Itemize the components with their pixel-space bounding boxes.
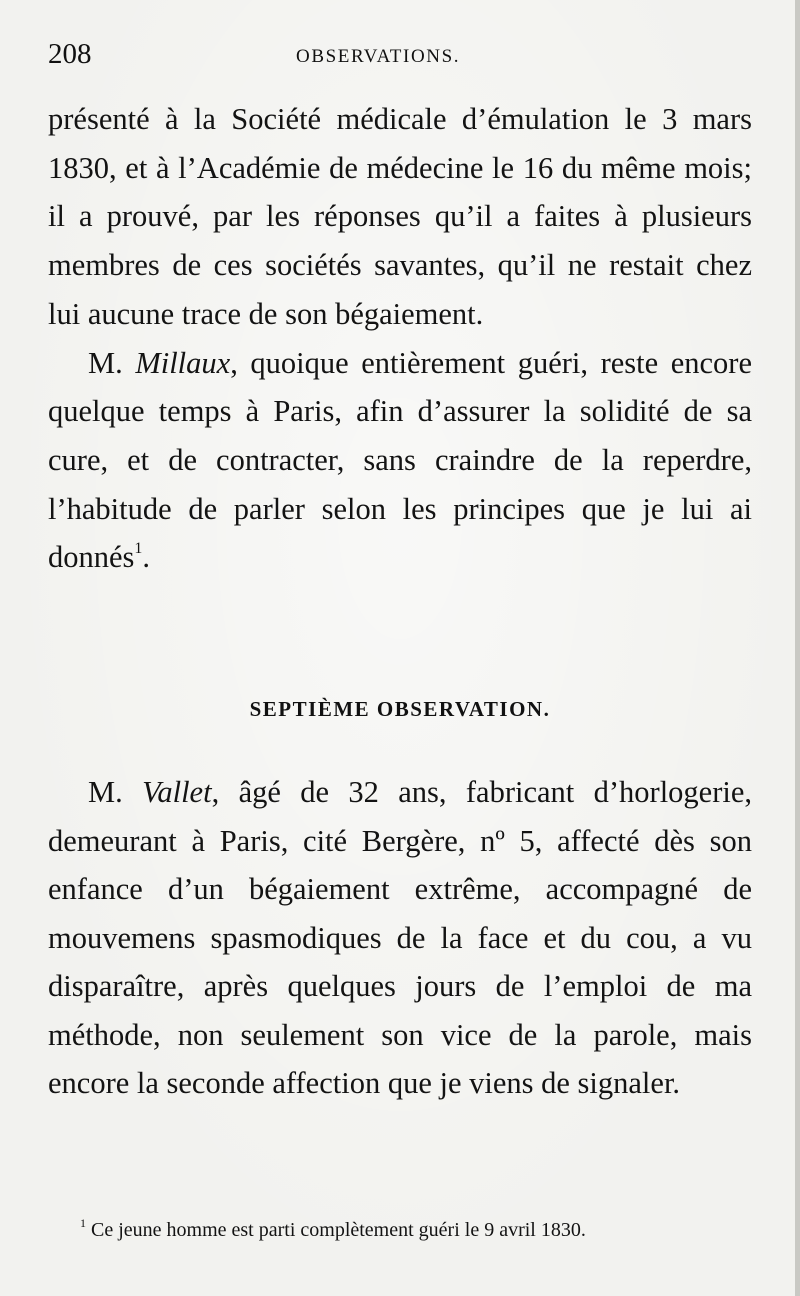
page-number: 208 <box>48 38 92 70</box>
running-head <box>48 30 752 80</box>
body-text-block <box>48 95 752 582</box>
paragraph-2-text: , quoique entièrement guéri, reste encore quelque temps à Paris, afin d’assurer la solidité de sa cure, et de contracter, sans craindre de la reperdre, l’habitude de parler selon les principes que je lui ai donnés <box>48 345 752 575</box>
paragraph-2-suffix: . <box>142 540 151 575</box>
page-edge <box>795 0 800 1296</box>
paragraph-3-text: , âgé de 32 ans, fabricant d’horlogerie, demeurant à Paris, cité Bergère, nº 5, affecté dès son enfance d’un bégaiement extrême, accompagné de mouvemens spasmodiques de la face et du cou, a vu disparaître, après quelques jours de l’emploi de ma méthode, non seulement son vice de la parole, mais encore la seconde affection que je viens de signaler. <box>48 775 752 1100</box>
section-heading: SEPTIÈME OBSERVATION. <box>249 697 551 721</box>
paragraph-continued <box>48 95 752 339</box>
footnote-marker: 1 <box>80 1216 86 1230</box>
paragraph-millaux <box>48 339 752 583</box>
paragraph-vallet <box>48 768 752 1108</box>
footnote-reference: 1 <box>134 540 143 558</box>
footnote-text: Ce jeune homme est parti complètement guéri le 9 avril 1830. <box>91 1219 586 1241</box>
running-title: OBSERVATIONS. <box>296 46 461 67</box>
footnote <box>80 1216 760 1244</box>
person-name-vallet: Vallet <box>142 775 212 809</box>
paragraph-2-prefix: M. <box>88 345 136 380</box>
paragraph-3-prefix: M. <box>88 775 143 809</box>
paragraph-1-text: présenté à la Société médicale d’émulation le 3 mars 1830, et à l’Académie de médecine le 16 du même mois; il a prouvé, par les réponses qu’il a faites à plusieurs membres de ces sociétés savantes, qu’il ne restait chez lui aucune trace de son bégaiement. <box>48 102 752 331</box>
observation-seven-block <box>48 768 752 1108</box>
person-name-millaux: Millaux <box>135 345 231 380</box>
